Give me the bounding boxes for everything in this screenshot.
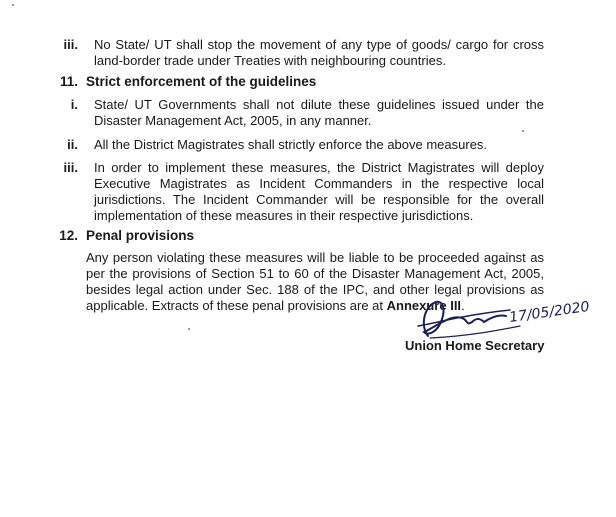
section-12-line-3: besides legal action under Sec. 188 of the IPC, and other legal provisions as <box>86 282 544 297</box>
section-12-line-2: per the provisions of Section 51 to 60 of the Disaster Management Act, 2005, <box>86 266 544 281</box>
section-11-item-ii-number: ii. <box>67 137 78 152</box>
section-11-item-iii-line-1: In order to implement these measures, the District Magistrates will deploy <box>94 160 544 175</box>
scan-speck <box>522 130 524 132</box>
signatory-title: Union Home Secretary <box>405 338 545 353</box>
section-11-item-i-line-2: Disaster Management Act, 2005, in any manner. <box>94 113 372 128</box>
scan-speck <box>188 328 190 330</box>
section-11-item-i-line-1: State/ UT Governments shall not dilute these guidelines issued under the <box>94 97 544 112</box>
section-11-item-iii-number: iii. <box>63 160 78 175</box>
section-12-line-4-text: applicable. Extracts of these penal provisions are at <box>86 298 384 313</box>
section-12-line-1: Any person violating these measures will be liable to be proceeded against as <box>86 250 544 265</box>
section-11-item-i-number: i. <box>70 97 78 112</box>
section-12-line-4 <box>86 298 465 314</box>
annexure-reference: Annexure III <box>386 298 462 313</box>
item-iii-line-1: No State/ UT shall stop the movement of any type of goods/ cargo for cross <box>94 37 544 52</box>
section-11-heading: Strict enforcement of the guidelines <box>86 74 317 89</box>
item-iii-line-2: land-border trade under Treaties with neighbouring countries. <box>94 53 446 68</box>
scan-speck <box>12 4 14 6</box>
section-11-item-iii-line-3: jurisdictions. The Incident Commander will be responsible for the overall <box>94 192 544 207</box>
section-11-item-iii-line-4: implementation of these measures in their respective jurisdictions. <box>94 208 474 223</box>
section-11-number: 11. <box>59 74 78 89</box>
section-11-item-ii-line-1: All the District Magistrates shall strictly enforce the above measures. <box>94 137 488 152</box>
section-12-heading: Penal provisions <box>86 228 195 243</box>
section-12-number: 12. <box>59 228 78 243</box>
item-number-iii: iii. <box>63 37 78 52</box>
section-12-line-4-period: . <box>461 298 465 313</box>
handwritten-date: 17/05/2020 <box>508 298 591 326</box>
section-11-item-iii-line-2: Executive Magistrates as Incident Commanders in the respective local <box>94 176 544 191</box>
